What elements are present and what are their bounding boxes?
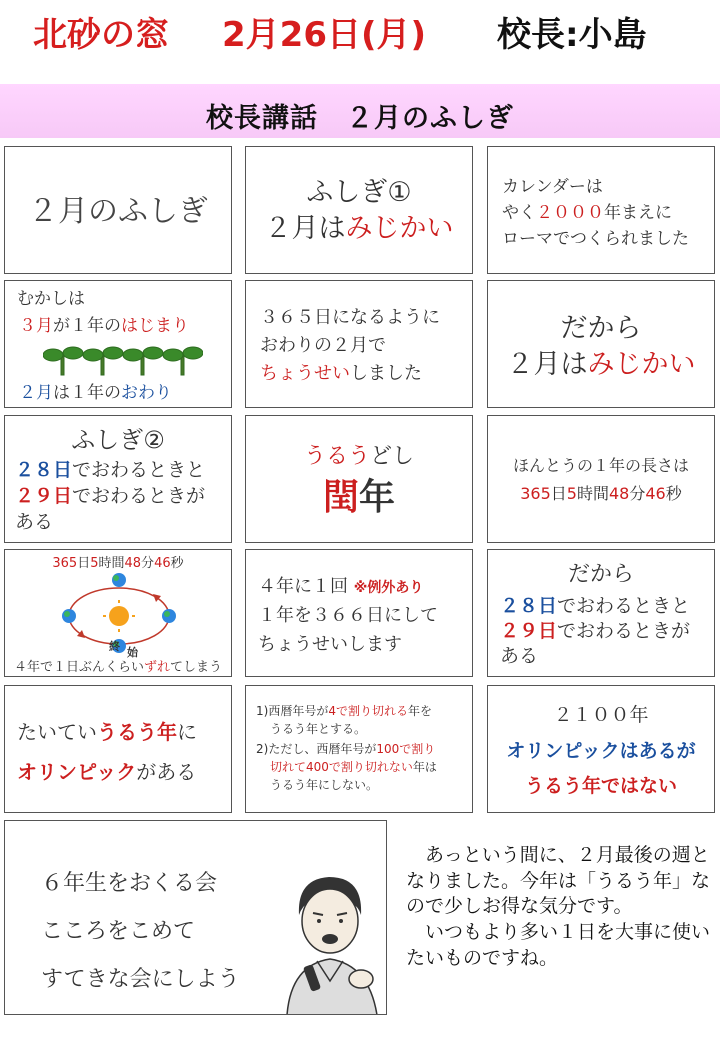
- card-heading: ふしぎ②: [71, 426, 165, 454]
- rule-line: 1)西暦年号が4で割り切れる年を: [256, 704, 432, 718]
- event-line: すてきな会にしよう: [41, 967, 240, 992]
- card-line: オリンピックはあるが: [506, 740, 696, 762]
- card-line: たいていうるう年に: [17, 720, 197, 744]
- orbit-end-label: 終: [109, 640, 120, 653]
- card-so-28-or-29: [487, 549, 715, 677]
- card-so-short: [487, 280, 715, 408]
- card-line: だから: [567, 562, 634, 587]
- rule-line: うるう年とする。: [270, 722, 367, 736]
- issue-date: 2月26日(月): [222, 15, 427, 55]
- rule-line: 切れて400で割り切れない年は: [270, 760, 437, 774]
- card-line: オリンピックがある: [17, 760, 197, 784]
- card-line: ローマでつくられました: [502, 229, 689, 249]
- card-wonder-1: [245, 146, 473, 274]
- newsletter-header: [0, 0, 720, 82]
- card-heading: ふしぎ①: [306, 177, 412, 208]
- card-february-wonders: [4, 146, 232, 274]
- card-old-calendar: [4, 280, 232, 408]
- card-adjustment: [245, 280, 473, 408]
- card-orbit-diagram: [4, 549, 232, 677]
- card-wonder-2: [4, 415, 232, 543]
- card-every-four-years: [245, 549, 473, 677]
- sprout-icons: [43, 339, 203, 377]
- rule-line: 2)ただし、西暦年号が100で割り: [256, 742, 436, 756]
- rule-line: うるう年にしない。: [270, 778, 379, 792]
- card-year-2100: [487, 685, 715, 813]
- card-line: 365日5時間48分46秒: [520, 484, 682, 503]
- card-line: ２月はみじかい: [264, 213, 454, 244]
- card-line: ほんとうの１年の長さは: [512, 456, 689, 475]
- card-olympics: [4, 685, 232, 813]
- card-title: ２月のふしぎ: [28, 194, 208, 229]
- card-line: １年を３６６日にして: [258, 605, 438, 626]
- card-leap-rules: [245, 685, 473, 813]
- card-line: ２１００年: [553, 704, 649, 726]
- card-line: ３６５日になるように: [260, 307, 440, 328]
- card-line: ２８日でおわるときと: [500, 595, 691, 617]
- talk-title-banner: [0, 84, 720, 138]
- orbit-start-label: 始: [127, 646, 138, 659]
- orbit-year-length: 365日5時間48分46秒: [52, 556, 184, 571]
- message-paragraph: あっという間に、２月最後の週となりました。今年は「うるう年」なので少しお得な気分です。: [406, 844, 711, 918]
- card-line: うるうどし: [303, 444, 415, 469]
- event-line: こころをこめて: [41, 919, 196, 944]
- card-calendar-origin: [487, 146, 715, 274]
- card-line: ２月は１年のおわり: [19, 383, 172, 403]
- card-line: ４年に１回 ※例外あり: [258, 576, 424, 597]
- card-line: 閏年: [322, 477, 396, 518]
- card-line: だから: [560, 313, 642, 344]
- card-line: おわりの２月で: [260, 335, 386, 356]
- card-line: うるう年ではない: [524, 775, 677, 797]
- card-line: ２９日でおわるときが: [15, 485, 206, 507]
- card-line: ある: [15, 511, 54, 533]
- card-leap-year: [245, 415, 473, 543]
- speaker-illustration: [277, 869, 385, 1015]
- newsletter-name: 北砂の窓: [33, 15, 169, 55]
- card-line: ちょうせいします: [258, 634, 402, 655]
- orbit-caption: ４年で１日ぶんくらいずれてしまう: [13, 660, 223, 675]
- talk-title: 校長講話 ２月のふしぎ: [206, 103, 514, 134]
- message-paragraph: いつもより多い１日を大事に使いたいものですね。: [406, 920, 711, 969]
- card-line: ２月はみじかい: [506, 349, 696, 380]
- card-line: ２８日でおわるときと: [15, 459, 206, 481]
- card-true-year-length: [487, 415, 715, 543]
- card-line: やく２０００年まえに: [502, 203, 672, 223]
- principal-name: 校長:小島: [497, 15, 647, 55]
- farewell-event-box: [4, 820, 387, 1015]
- card-line: ２９日でおわるときが: [500, 620, 691, 642]
- card-line: ちょうせいしました: [260, 363, 422, 384]
- card-line: カレンダーは: [502, 177, 603, 197]
- card-line: むかしは: [17, 289, 85, 309]
- principal-message: [406, 843, 711, 971]
- card-line: ある: [500, 645, 539, 667]
- card-line: ３月が１年のはじまり: [19, 316, 189, 336]
- event-line: ６年生をおくる会: [41, 871, 218, 896]
